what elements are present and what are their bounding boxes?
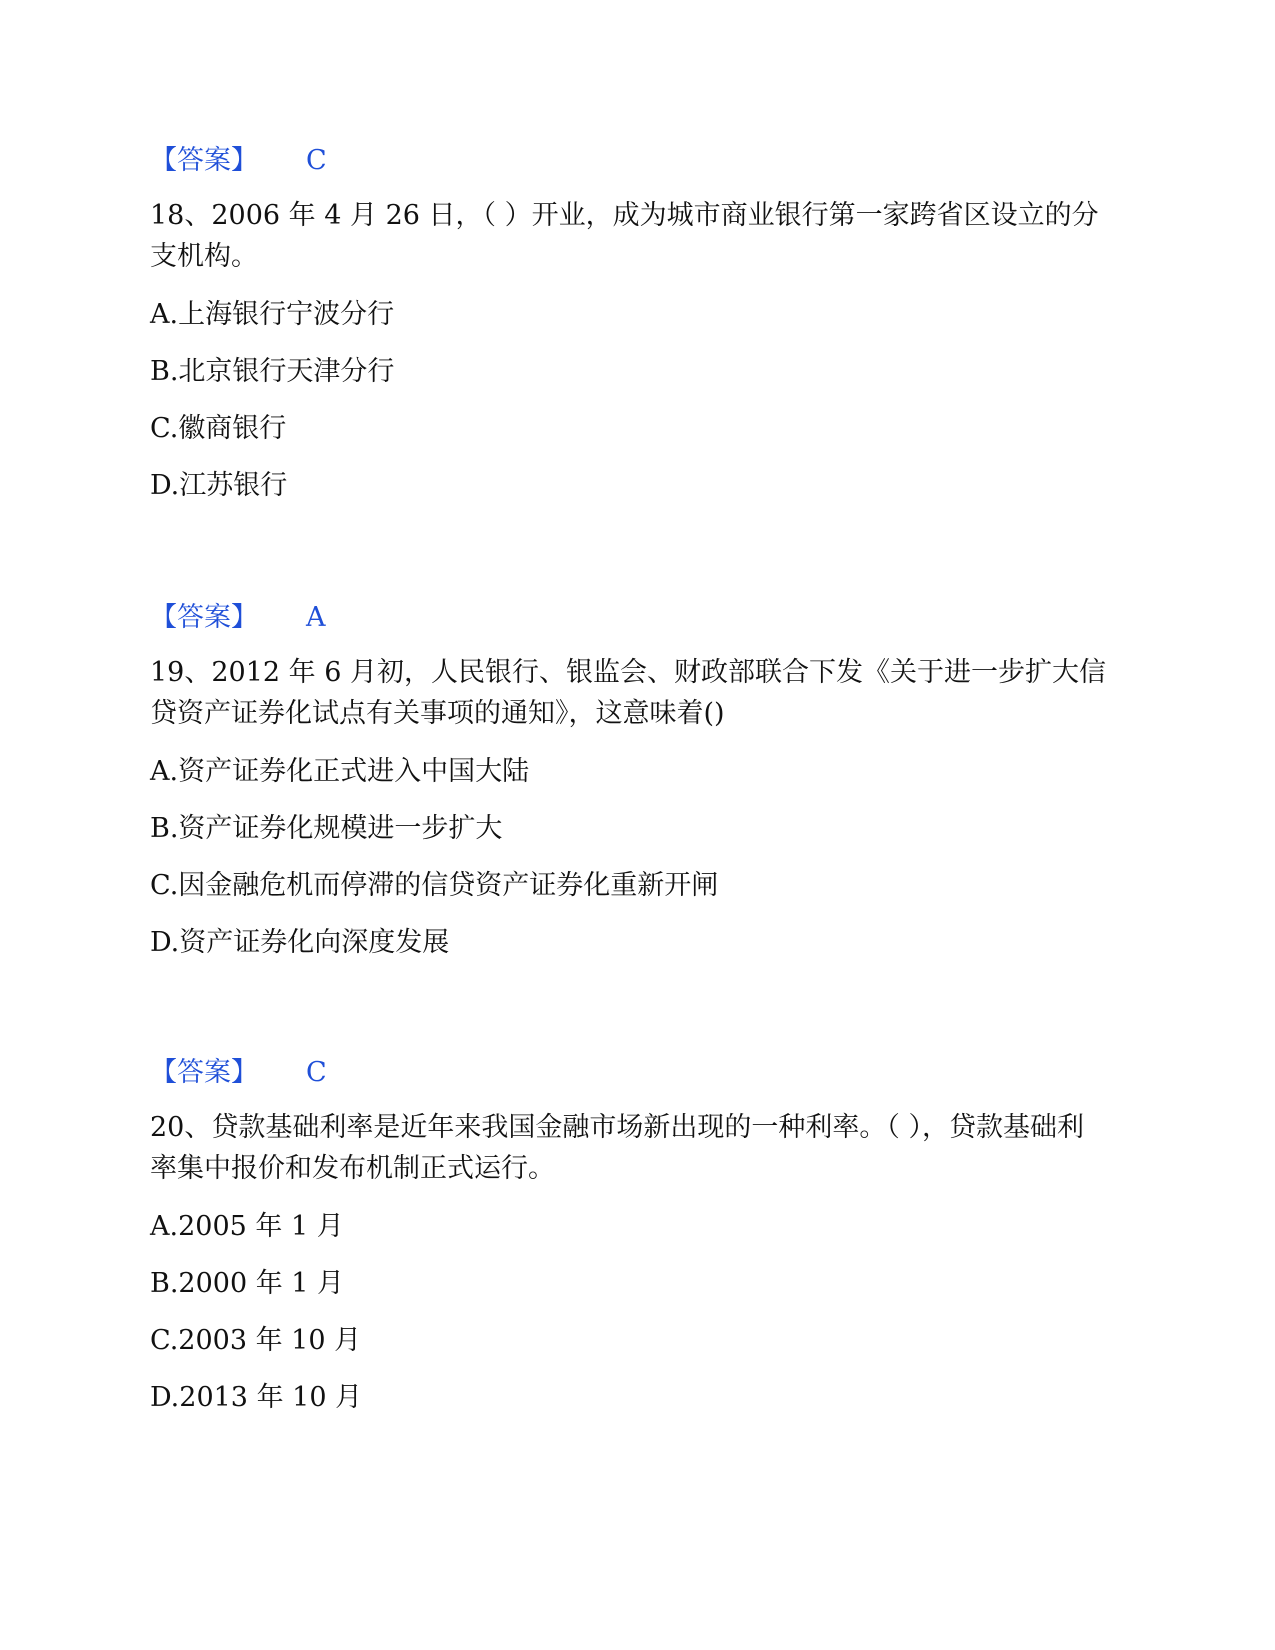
answer-tag: 【答案】 — [150, 145, 258, 176]
answer-line — [150, 143, 1110, 179]
answer-value: A — [306, 602, 326, 633]
answer-value: C — [306, 1057, 327, 1088]
option-a: A.资产证券化正式进入中国大陆 — [150, 756, 530, 787]
option-b: B.北京银行天津分行 — [150, 356, 395, 387]
answer-tag: 【答案】 — [150, 1057, 258, 1088]
question-block-18 — [150, 143, 1110, 504]
answer-line — [150, 1055, 1110, 1091]
option-d: D.2013 年 10 月 — [150, 1382, 363, 1413]
option-d: D.江苏银行 — [150, 470, 288, 501]
question-text: 18、2006 年 4 月 26 日，（ ）开业，成为城市商业银行第一家跨省区设立的分支机构。 — [150, 200, 1099, 272]
question-text: 20、贷款基础利率是近年来我国金融市场新出现的一种利率。（ ），贷款基础利率集中报价和发布机制正式运行。 — [150, 1112, 1084, 1184]
option-a: A.上海银行宁波分行 — [150, 299, 395, 330]
option-b: B.2000 年 1 月 — [150, 1268, 345, 1299]
answer-value: C — [306, 145, 327, 176]
question-block-19 — [150, 600, 1110, 961]
option-a: A.2005 年 1 月 — [150, 1211, 344, 1242]
option-b: B.资产证券化规模进一步扩大 — [150, 813, 503, 844]
answer-tag: 【答案】 — [150, 602, 258, 633]
option-c: C.因金融危机而停滞的信贷资产证券化重新开闸 — [150, 870, 719, 901]
answer-line — [150, 600, 1110, 636]
option-d: D.资产证券化向深度发展 — [150, 927, 450, 958]
question-block-20 — [150, 1055, 1110, 1416]
question-text: 19、2012 年 6 月初，人民银行、银监会、财政部联合下发《关于进一步扩大信贷资产证券化试点有关事项的通知》，这意味着() — [150, 657, 1106, 729]
option-c: C.徽商银行 — [150, 413, 287, 444]
option-c: C.2003 年 10 月 — [150, 1325, 362, 1356]
